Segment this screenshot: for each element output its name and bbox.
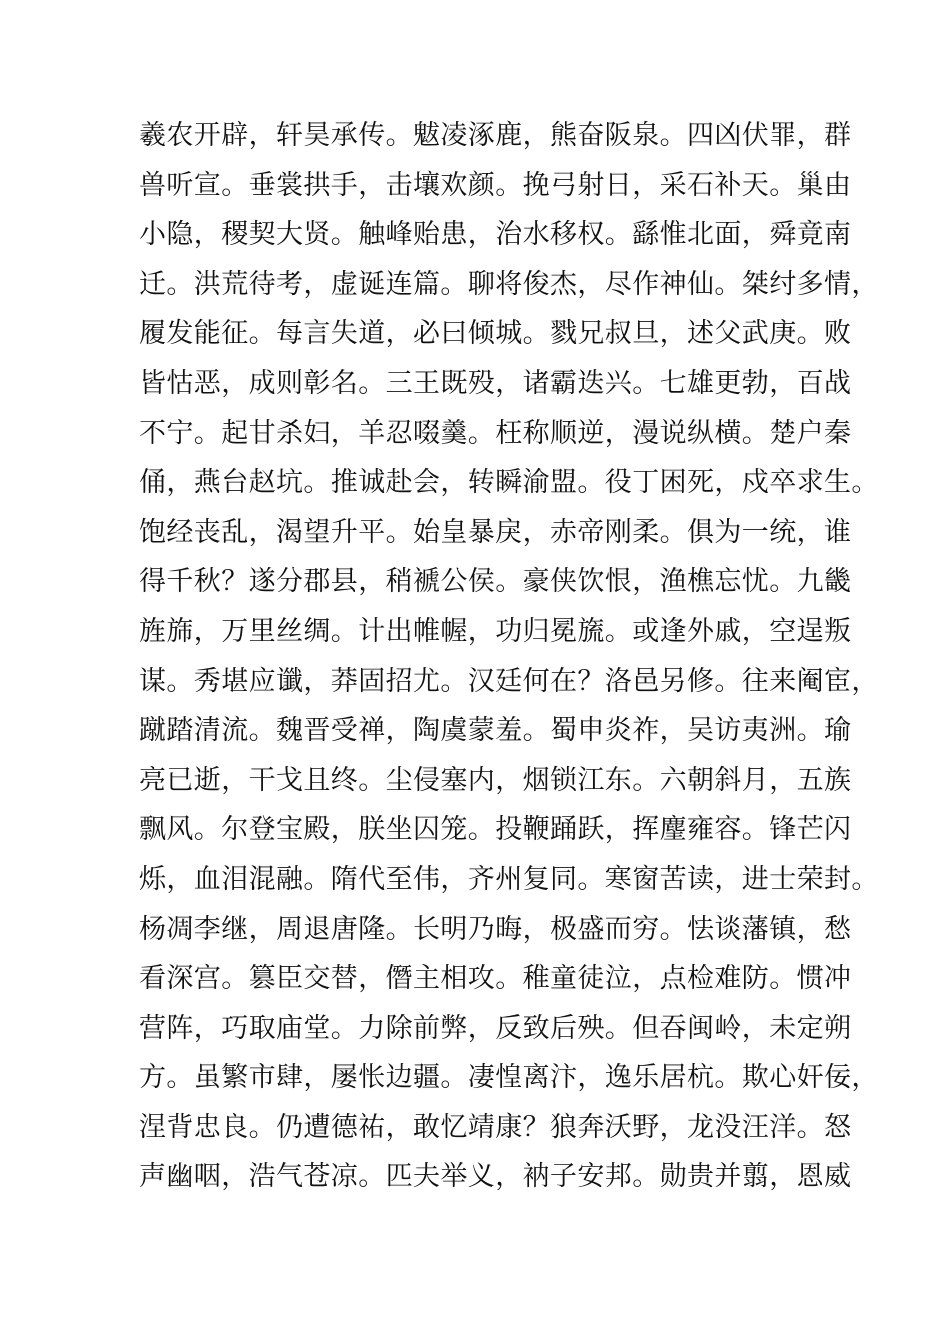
text-line: 得千秋？遂分郡县，稍褫公侯。豪侠饮恨，渔樵忘忧。九畿	[139, 566, 852, 598]
text-line: 飘风。尔登宝殿，朕坐囚笼。投鞭踊跃，挥麈雍容。锋芒闪	[139, 814, 852, 846]
text-line: 兽听宣。垂裳拱手，击壤欢颜。挽弓射日，采石补天。巢由	[139, 169, 852, 201]
text-line: 皆怙恶，成则彰名。三王既殁，诸霸迭兴。七雄更勃，百战	[139, 367, 852, 399]
text-line: 声幽咽，浩气苍凉。匹夫举义，衲子安邦。勋贵并翦，恩威	[139, 1161, 852, 1193]
text-line: 烁，血泪混融。隋代至伟，齐州复同。寒窗苦读，进士荣封。	[139, 863, 879, 895]
text-line: 羲农开辟，轩昊承传。魃凌涿鹿，熊奋阪泉。四凶伏罪，群	[139, 120, 852, 151]
text-line: 旌旆，万里丝绸。计出帷幄，功归冕旒。或逢外戚，空逞叛	[139, 615, 852, 647]
text-line: 小隐，稷契大贤。触峰贻患，治水移权。繇惟北面，舜竟南	[139, 219, 852, 251]
text-line: 蹴踏清流。魏晋受禅，陶虞蒙羞。蜀申炎祚，吴访夷洲。瑜	[139, 715, 852, 747]
text-line: 看深宫。篡臣交替，僭主相攻。稚童徒泣，点检难防。惯冲	[139, 963, 852, 995]
text-line: 营阵，巧取庙堂。力除前弊，反致后殃。但吞闽岭，未定朔	[139, 1012, 852, 1044]
text-line: 迁。洪荒待考，虚诞连篇。聊将俊杰，尽作神仙。桀纣多情，	[139, 268, 879, 300]
text-line: 不宁。起甘杀妇，羊忍啜羹。枉称顺逆，漫说纵横。楚户秦	[139, 417, 852, 449]
text-line: 涅背忠良。仍遭德祐，敢忆靖康？狼奔沃野，龙没汪洋。怒	[139, 1111, 852, 1143]
text-line: 方。虽繁市肆，屡怅边疆。凄惶离汴，逸乐居杭。欺心奸佞，	[139, 1062, 879, 1094]
text-line: 履发能征。每言失道，必曰倾城。戮兄叔旦，述父武庚。败	[139, 318, 852, 350]
text-line: 杨凋李继，周退唐隆。长明乃晦，极盛而穷。怯谈藩镇，愁	[139, 913, 852, 945]
text-line: 亮已逝，干戈且终。尘侵塞内，烟锁江东。六朝斜月，五族	[139, 764, 852, 796]
text-line: 俑，燕台赵坑。推诚赴会，转瞬渝盟。役丁困死，戍卒求生。	[139, 467, 879, 499]
text-line: 谋。秀堪应谶，莽固招尤。汉廷何在？洛邑另修。往来阉宦，	[139, 665, 879, 697]
body-text	[139, 111, 879, 1202]
text-line: 饱经丧乱，渴望升平。始皇暴戾，赤帝刚柔。俱为一统，谁	[139, 516, 852, 548]
